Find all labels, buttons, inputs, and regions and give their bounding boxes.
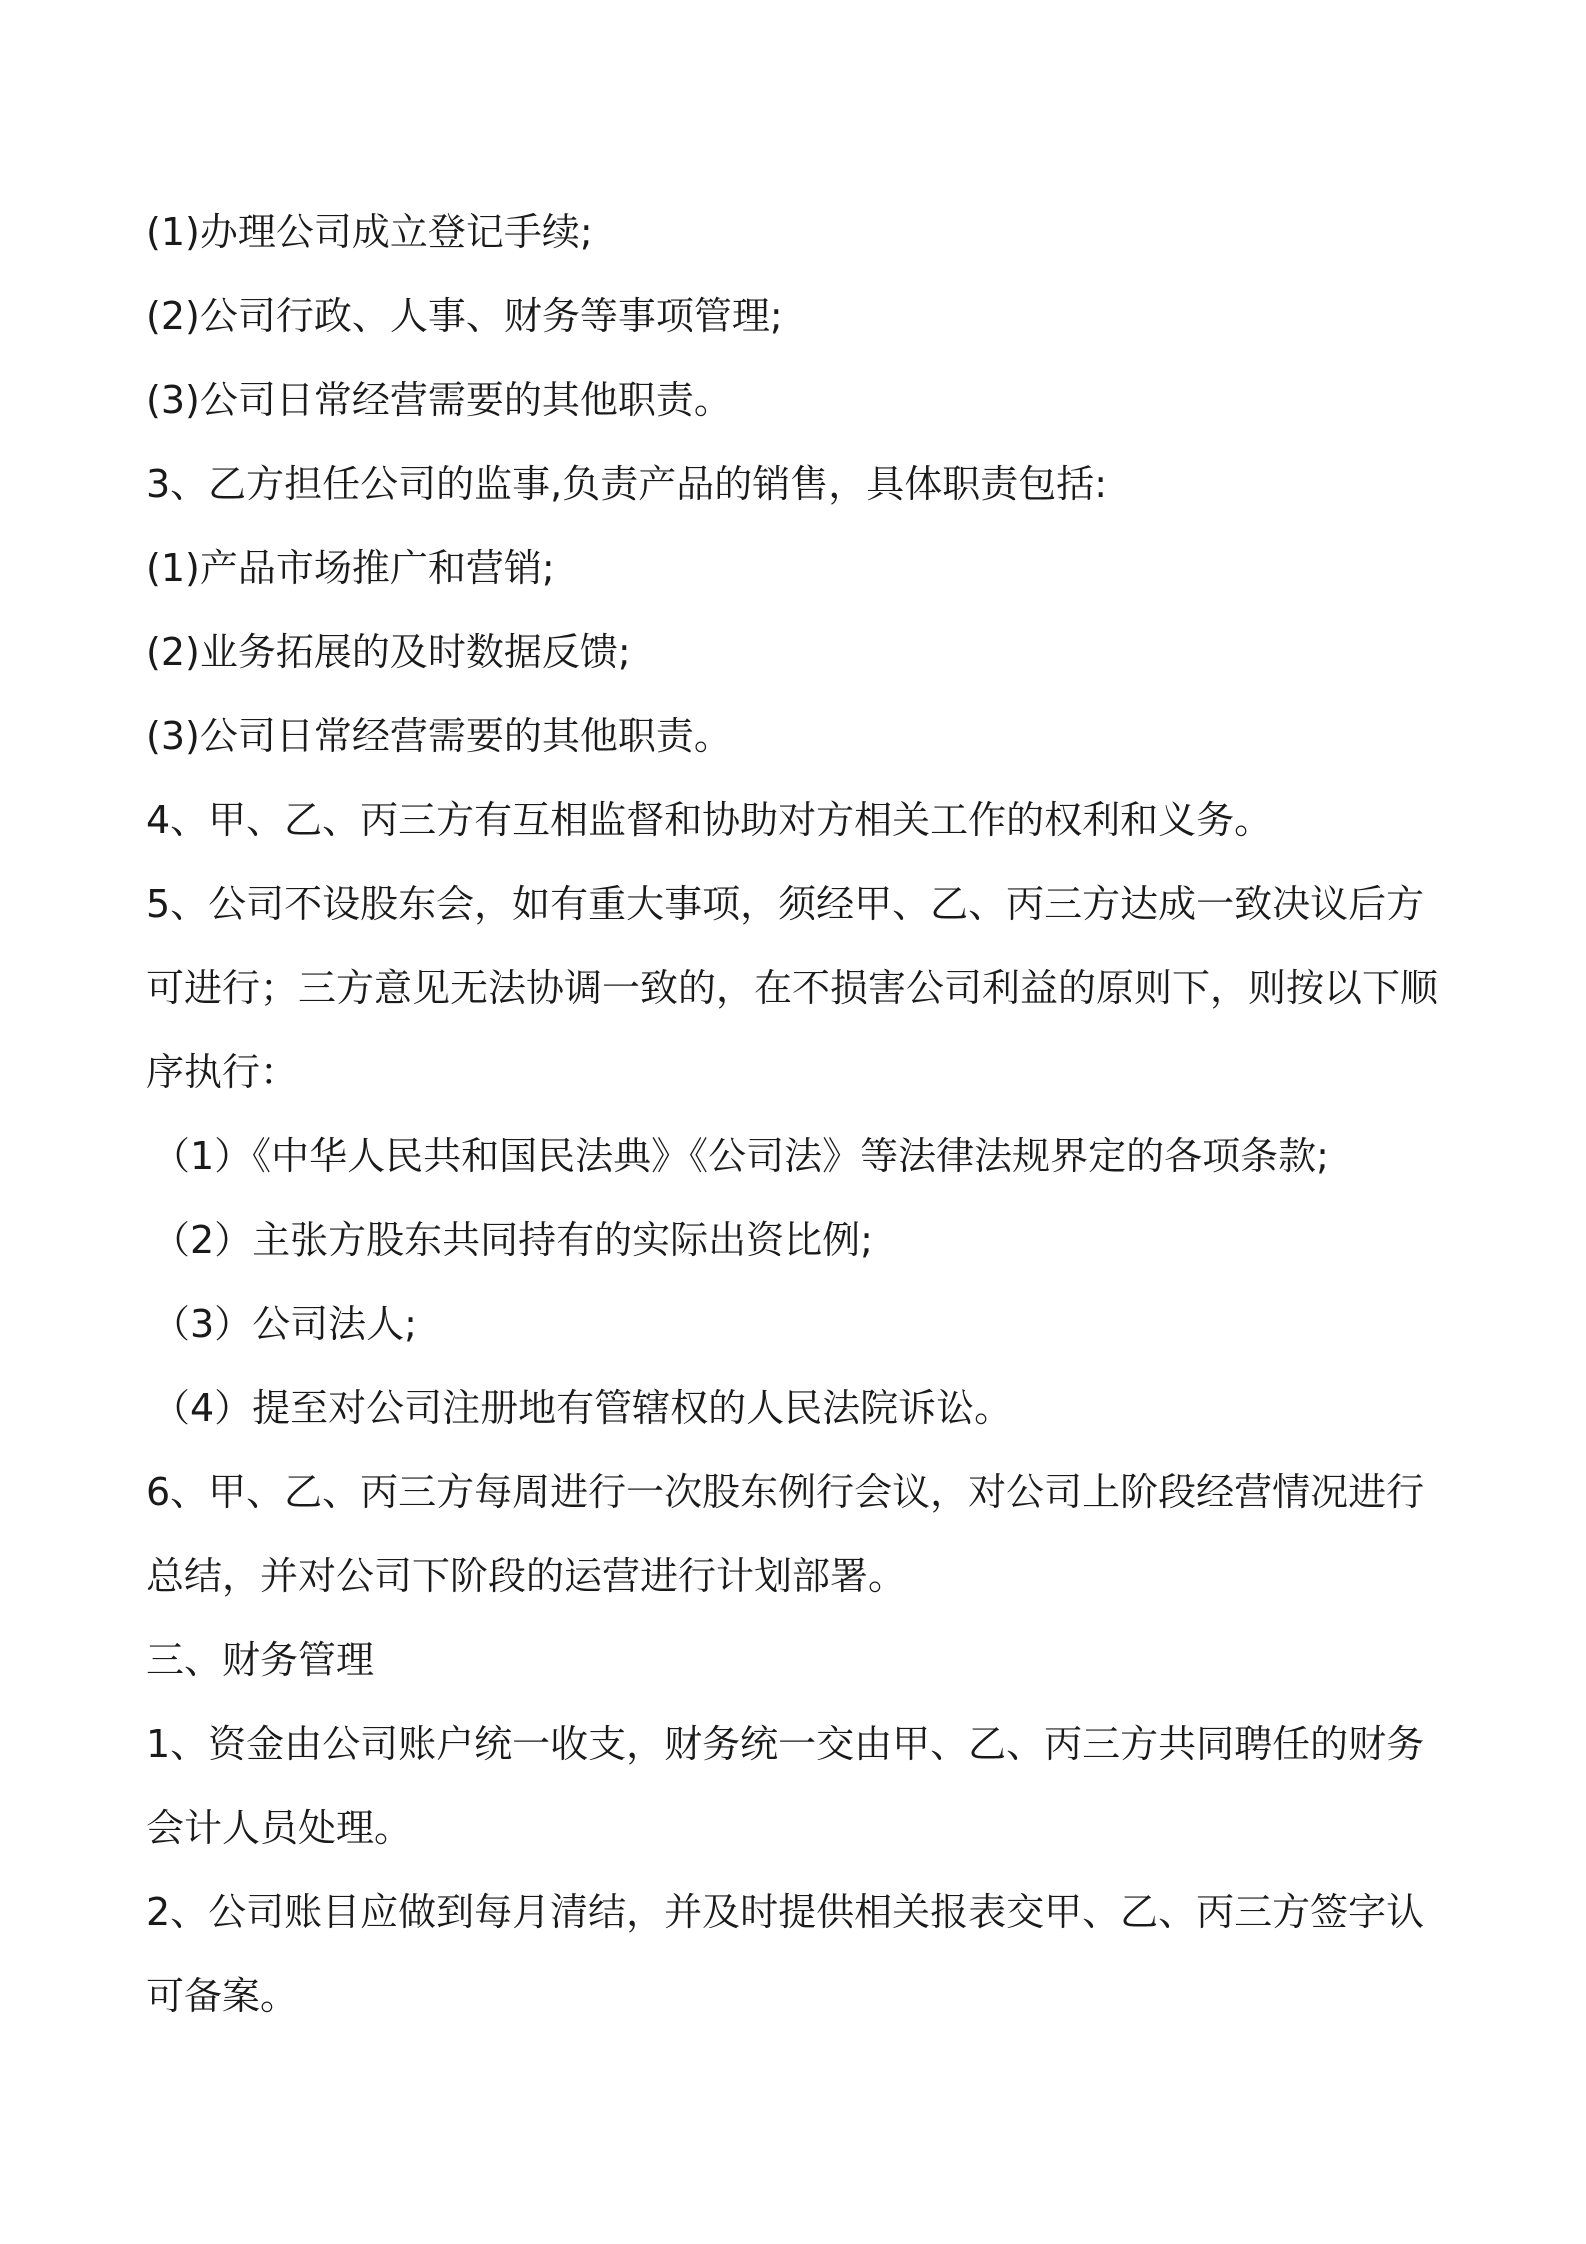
clause-4: 4、甲、乙、丙三方有互相监督和协助对方相关工作的权利和义务。 bbox=[146, 798, 1273, 842]
clause-5-item-1: （1）《中华人民共和国民法典》《公司法》等法律法规界定的各项条款; bbox=[152, 1134, 1329, 1178]
duty-item-3: (3)公司日常经营需要的其他职责。 bbox=[146, 378, 732, 422]
clause-6: 6、甲、乙、丙三方每周进行一次股东例行会议，对公司上阶段经营情况进行总结，并对公司下阶段的运营进行计划部署。 bbox=[146, 1470, 1425, 1598]
clause-5-item-2: （2）主张方股东共同持有的实际出资比例; bbox=[152, 1218, 873, 1262]
document-body bbox=[146, 190, 1456, 2038]
clause-3-item-1: (1)产品市场推广和营销; bbox=[146, 546, 555, 590]
clause-5-item-3: （3）公司法人; bbox=[152, 1302, 417, 1346]
clause-5-item-4: （4）提至对公司注册地有管辖权的人民法院诉讼。 bbox=[152, 1386, 1013, 1430]
clause-3-item-3: (3)公司日常经营需要的其他职责。 bbox=[146, 714, 732, 758]
duty-item-2: (2)公司行政、人事、财务等事项管理; bbox=[146, 294, 783, 338]
clause-3: 3、乙方担任公司的监事,负责产品的销售，具体职责包括: bbox=[146, 462, 1108, 506]
duty-item-1: (1)办理公司成立登记手续; bbox=[146, 210, 593, 254]
finance-clause-1: 1、资金由公司账户统一收支，财务统一交由甲、乙、丙三方共同聘任的财务会计人员处理。 bbox=[146, 1722, 1425, 1850]
clause-5: 5、公司不设股东会，如有重大事项，须经甲、乙、丙三方达成一致决议后方可进行；三方意见无法协调一致的，在不损害公司利益的原则下，则按以下顺序执行： bbox=[146, 882, 1439, 1094]
section-heading-finance: 三、财务管理 bbox=[146, 1638, 375, 1682]
clause-3-item-2: (2)业务拓展的及时数据反馈; bbox=[146, 630, 631, 674]
finance-clause-2: 2、公司账目应做到每月清结，并及时提供相关报表交甲、乙、丙三方签字认可备案。 bbox=[146, 1890, 1425, 2018]
